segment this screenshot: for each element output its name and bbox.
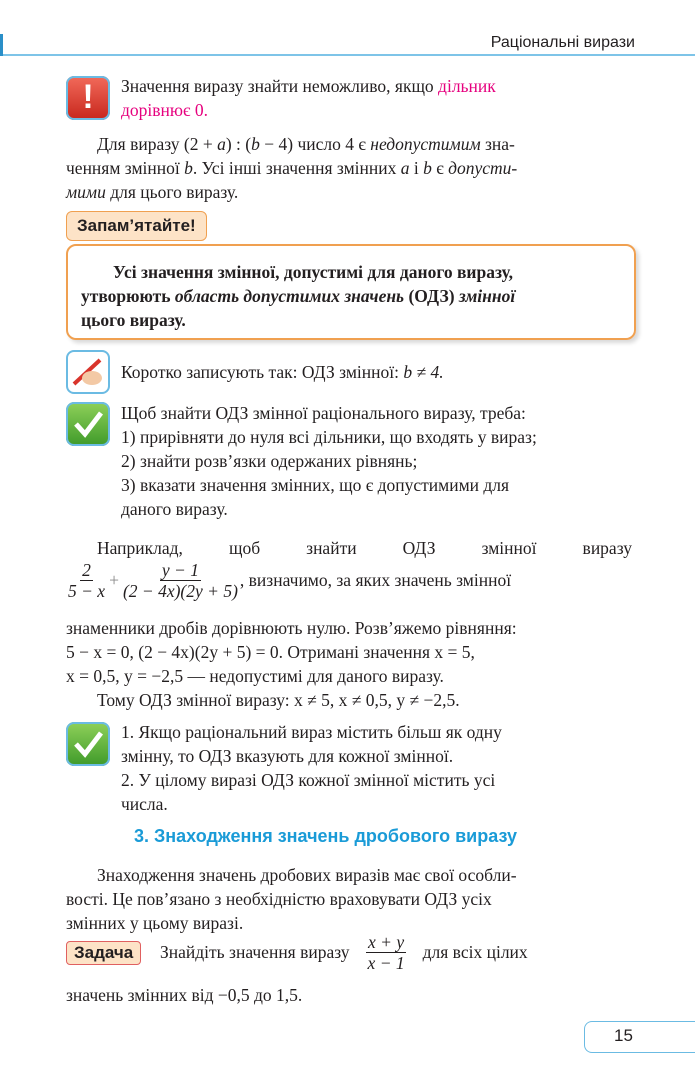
block1-line2: дорівнює 0. [121,100,208,120]
para1-line2: ченням змінної b. Усі інші значення змінних a і b є допусти- [66,158,518,178]
note2-line3: 2. У цілому виразі ОДЗ кожної змінної містить усі [121,770,496,790]
para3-line1: Знаходження значень дробових виразів має свої особли- [97,865,517,885]
pen-note-icon [66,350,110,394]
warning-icon: ! [66,76,110,120]
page-number: 15 [614,1026,633,1045]
header-left-marker [0,34,3,56]
note2-line2: змінну, то ОДЗ вказують для кожної змінної. [121,746,454,766]
example-line6: Тому ОДЗ змінної виразу: x ≠ 5, x ≠ 0,5, y ≠ −2,5. [97,690,460,710]
header-rule [3,54,695,56]
steps-item-3-cont: даного виразу. [121,499,228,519]
remember-line1: Усі значення змінної, допустимі для даного виразу, [113,262,514,282]
example-line5: x = 0,5, y = −2,5 — недопустимі для даного виразу. [66,666,444,686]
remember-tab: Запам’ятайте! [66,211,207,241]
example-line3: знаменники дробів дорівнюють нулю. Розв’яжемо рівняння: [66,618,517,638]
task-label: Задача [66,941,141,965]
steps-item-2: 2) знайти розв’язки одержаних рівнянь; [121,451,418,471]
block1-text: Значення виразу знайти неможливо, якщо [121,76,439,96]
example-line1: Наприклад, щоб знайти ОДЗ змінної виразу [97,538,632,558]
para1-line1: Для виразу (2 + a) : (b − 4) число 4 є недопустимим зна- [97,134,515,154]
note2-line1: 1. Якщо раціональний вираз містить більш як одну [121,722,502,742]
page-number-box [584,1021,695,1053]
steps-item-3: 3) вказати значення змінних, що є допустимими для [121,475,510,495]
checkmark-icon-2 [66,722,110,766]
header-bar [0,34,695,56]
example-fraction-line: $\frac{2}{5 - x}$ + $\frac{y - 1}{(2 - 4x)(2y + 5)}$ , визначимо, за яких значень змінної [68,560,512,602]
para3-line2: вості. Це пов’язано з необхідністю враховувати ОДЗ усіх [66,889,492,909]
header-title: Раціональні вирази [490,34,635,51]
example-line4: 5 − x = 0, (2 − 4x)(2y + 5) = 0. Отримані значення x = 5, [66,642,475,662]
task-line1: Знайдіть значення виразу $\frac{x + y}{x - 1}$ для всіх цілих [160,932,528,974]
note1-text: Коротко записують так: ОДЗ змінної: b ≠ 4. [121,362,444,382]
steps-item-1: 1) прирівняти до нуля всі дільники, що входять у вираз; [121,427,537,447]
task-line2: значень змінних від −0,5 до 1,5. [66,985,303,1005]
note2-line4: числа. [121,794,168,814]
block1-divider-term: дільник [438,76,496,96]
para1-line3: мими для цього виразу. [66,182,239,202]
steps-intro: Щоб знайти ОДЗ змінної раціонального виразу, треба: [121,403,526,423]
remember-line2: утворюють область допустимих значень (ОДЗ) змінної [81,286,516,306]
remember-line3: цього виразу. [81,310,186,330]
checkmark-icon [66,402,110,446]
section-title: 3. Знаходження значень дробового виразу [134,826,517,846]
para3-line3: змінних у цьому виразі. [66,913,244,933]
